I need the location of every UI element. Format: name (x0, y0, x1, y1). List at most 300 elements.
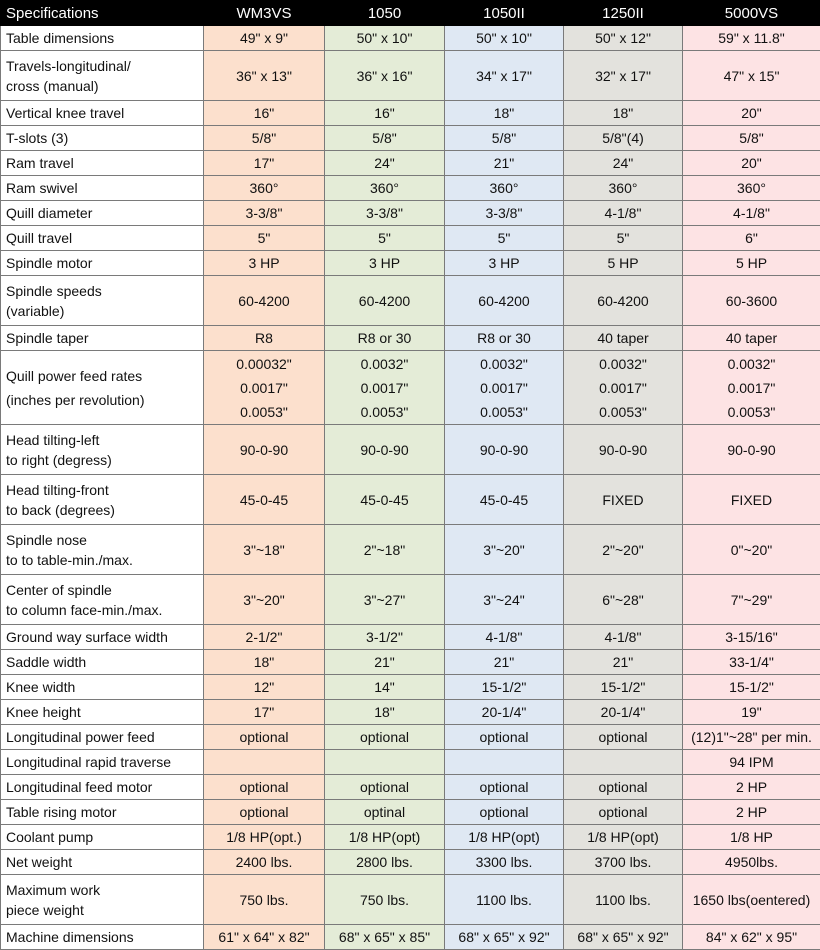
spec-value-line: 50" x 10" (447, 28, 561, 48)
spec-value-line: 5" (327, 228, 442, 248)
spec-value-line: 90-0-90 (685, 440, 818, 460)
spec-value-line: 50" x 12" (566, 28, 680, 48)
spec-value-line: 21" (447, 652, 561, 672)
spec-label (1, 251, 204, 276)
spec-label-line: Spindle nose (6, 530, 201, 550)
table-row (1, 26, 820, 51)
spec-value-line: FIXED (685, 490, 818, 510)
spec-value-line: 3"~24" (447, 590, 561, 610)
spec-value-line: 18" (206, 652, 322, 672)
table-row (1, 875, 820, 925)
table-row (1, 326, 820, 351)
spec-value-line: 5" (206, 228, 322, 248)
spec-value-1050ii (445, 26, 564, 51)
spec-value-line: 18" (566, 103, 680, 123)
spec-value-1050 (325, 700, 445, 725)
spec-value-wm3vs (204, 650, 325, 675)
spec-value-5000vs (683, 825, 820, 850)
spec-value-wm3vs (204, 750, 325, 775)
spec-label-line: T-slots (3) (6, 128, 201, 148)
spec-value-line: 3"~18" (206, 540, 322, 560)
spec-label (1, 625, 204, 650)
spec-value-1250ii (564, 276, 683, 326)
spec-value-1050ii (445, 475, 564, 525)
spec-value-1250ii (564, 775, 683, 800)
spec-label (1, 750, 204, 775)
spec-value-line: 3 HP (447, 253, 561, 273)
spec-value-line: 3-1/2" (327, 627, 442, 647)
spec-label-line: Quill power feed rates (6, 364, 201, 388)
spec-value-line: 4-1/8" (566, 203, 680, 223)
spec-value-5000vs (683, 675, 820, 700)
spec-label (1, 226, 204, 251)
spec-value-1050 (325, 201, 445, 226)
spec-value-wm3vs (204, 675, 325, 700)
table-row (1, 625, 820, 650)
spec-value-line: optional (566, 727, 680, 747)
spec-value-line: 2 HP (685, 777, 818, 797)
spec-value-line: 0.0017" (206, 376, 322, 400)
spec-label-line: Knee width (6, 677, 201, 697)
spec-value-line: 0.0053" (566, 400, 680, 424)
spec-value-line: 4-1/8" (685, 203, 818, 223)
spec-value-line: 36" x 13" (206, 66, 322, 86)
spec-value-line: 360° (206, 178, 322, 198)
spec-label (1, 351, 204, 425)
spec-label-line: to to table-min./max. (6, 550, 201, 570)
spec-value-1250ii (564, 101, 683, 126)
spec-value-line: 19" (685, 702, 818, 722)
table-body (1, 26, 820, 950)
spec-label-line: Table rising motor (6, 802, 201, 822)
spec-label (1, 725, 204, 750)
spec-value-line: 17" (206, 702, 322, 722)
spec-value-line: 0.0017" (685, 376, 818, 400)
spec-value-line: optional (206, 777, 322, 797)
spec-label-line: Saddle width (6, 652, 201, 672)
spec-value-5000vs (683, 126, 820, 151)
spec-value-wm3vs (204, 625, 325, 650)
spec-value-1050 (325, 351, 445, 425)
spec-value-line: 3300 lbs. (447, 852, 561, 872)
spec-value-line: 3-15/16" (685, 627, 818, 647)
table-row (1, 226, 820, 251)
spec-value-line: 20-1/4" (447, 702, 561, 722)
spec-value-wm3vs (204, 725, 325, 750)
table-row (1, 850, 820, 875)
spec-value-line: 90-0-90 (206, 440, 322, 460)
spec-value-line: 60-3600 (685, 291, 818, 311)
spec-value-1050 (325, 475, 445, 525)
spec-value-line: 16" (206, 103, 322, 123)
header-model-1050ii: 1050II (445, 1, 564, 26)
spec-value-line: 2800 lbs. (327, 852, 442, 872)
table-row (1, 575, 820, 625)
spec-value-5000vs (683, 425, 820, 475)
spec-value-line: 3-3/8" (206, 203, 322, 223)
spec-value-1250ii (564, 725, 683, 750)
spec-label-line: Spindle motor (6, 253, 201, 273)
spec-value-1250ii (564, 750, 683, 775)
spec-label (1, 176, 204, 201)
spec-value-5000vs (683, 201, 820, 226)
spec-label-line: Quill travel (6, 228, 201, 248)
table-row (1, 351, 820, 425)
spec-value-line: optional (447, 802, 561, 822)
spec-value-line: 3"~20" (206, 590, 322, 610)
spec-value-wm3vs (204, 875, 325, 925)
spec-value-1050ii (445, 201, 564, 226)
spec-value-line: 15-1/2" (447, 677, 561, 697)
spec-label (1, 326, 204, 351)
spec-value-line: optional (327, 777, 442, 797)
spec-label (1, 850, 204, 875)
spec-value-line: 0.0032" (327, 352, 442, 376)
spec-label (1, 475, 204, 525)
spec-value-line: 50" x 10" (327, 28, 442, 48)
spec-label (1, 101, 204, 126)
spec-value-line: 21" (566, 652, 680, 672)
spec-value-line: 0.0053" (206, 400, 322, 424)
table-row (1, 725, 820, 750)
spec-label-line: to right (degress) (6, 450, 201, 470)
spec-label (1, 925, 204, 950)
spec-value-line: 20" (685, 103, 818, 123)
spec-label-line: Maximum work (6, 880, 201, 900)
header-model-wm3vs: WM3VS (204, 1, 325, 26)
spec-value-line: 0.0017" (327, 376, 442, 400)
spec-value-1050 (325, 625, 445, 650)
spec-value-line: 360° (566, 178, 680, 198)
spec-value-line: 5/8" (447, 128, 561, 148)
spec-value-line: 34" x 17" (447, 66, 561, 86)
table-row (1, 425, 820, 475)
table-row (1, 151, 820, 176)
spec-value-line: 21" (447, 153, 561, 173)
spec-value-line: 15-1/2" (566, 677, 680, 697)
table-row (1, 176, 820, 201)
spec-value-1250ii (564, 151, 683, 176)
spec-value-line: 0.00032" (206, 352, 322, 376)
spec-value-1050ii (445, 126, 564, 151)
spec-label (1, 700, 204, 725)
spec-value-1250ii (564, 650, 683, 675)
spec-label-line: Head tilting-left (6, 430, 201, 450)
spec-value-line: 1/8 HP(opt) (327, 827, 442, 847)
spec-value-1050 (325, 675, 445, 700)
spec-value-line: 32" x 17" (566, 66, 680, 86)
spec-value-line: 3-3/8" (327, 203, 442, 223)
spec-value-1250ii (564, 201, 683, 226)
spec-value-1050ii (445, 101, 564, 126)
spec-value-line: 0.0032" (685, 352, 818, 376)
spec-value-line: 5/8"(4) (566, 128, 680, 148)
spec-label (1, 51, 204, 101)
spec-label (1, 425, 204, 475)
header-model-5000vs: 5000VS (683, 1, 820, 26)
spec-label (1, 126, 204, 151)
spec-value-1250ii (564, 126, 683, 151)
spec-value-wm3vs (204, 201, 325, 226)
table-row (1, 750, 820, 775)
spec-value-1050ii (445, 251, 564, 276)
spec-value-wm3vs (204, 800, 325, 825)
spec-value-1050 (325, 800, 445, 825)
spec-value-1050ii (445, 51, 564, 101)
spec-value-wm3vs (204, 51, 325, 101)
spec-value-1250ii (564, 825, 683, 850)
header-specifications: Specifications (1, 1, 204, 26)
spec-value-line: 750 lbs. (206, 890, 322, 910)
spec-value-line: 15-1/2" (685, 677, 818, 697)
spec-value-line: 5/8" (206, 128, 322, 148)
spec-label-line: Longitudinal feed motor (6, 777, 201, 797)
spec-value-1050ii (445, 700, 564, 725)
spec-value-line: 68" x 65" x 92" (447, 927, 561, 947)
spec-value-line: (12)1"~28" per min. (685, 727, 818, 747)
table-row (1, 675, 820, 700)
spec-value-wm3vs (204, 475, 325, 525)
spec-value-line: 0.0032" (566, 352, 680, 376)
spec-value-line: 24" (327, 153, 442, 173)
spec-value-line: 2-1/2" (206, 627, 322, 647)
spec-value-5000vs (683, 700, 820, 725)
spec-value-line: 3"~27" (327, 590, 442, 610)
spec-value-line: 17" (206, 153, 322, 173)
spec-value-5000vs (683, 875, 820, 925)
spec-value-line: 18" (447, 103, 561, 123)
table-row (1, 700, 820, 725)
spec-value-1250ii (564, 51, 683, 101)
spec-label-line: (variable) (6, 301, 201, 321)
spec-value-line: 5 HP (566, 253, 680, 273)
spec-value-1050ii (445, 625, 564, 650)
spec-value-line: 5 HP (685, 253, 818, 273)
spec-value-line: optional (566, 802, 680, 822)
spec-value-line: 3 HP (206, 253, 322, 273)
table-row (1, 251, 820, 276)
spec-value-line: 0"~20" (685, 540, 818, 560)
spec-value-1050 (325, 825, 445, 850)
spec-value-1050ii (445, 800, 564, 825)
spec-value-line: 90-0-90 (566, 440, 680, 460)
spec-value-wm3vs (204, 326, 325, 351)
spec-value-1250ii (564, 575, 683, 625)
spec-value-line: 750 lbs. (327, 890, 442, 910)
spec-value-1050 (325, 101, 445, 126)
spec-label-line: Ram travel (6, 153, 201, 173)
spec-value-line: 90-0-90 (447, 440, 561, 460)
spec-value-line: R8 or 30 (447, 328, 561, 348)
spec-label-line: Quill diameter (6, 203, 201, 223)
spec-label-line: Spindle speeds (6, 281, 201, 301)
spec-value-1050ii (445, 850, 564, 875)
spec-value-5000vs (683, 176, 820, 201)
spec-value-line: 1/8 HP(opt) (447, 827, 561, 847)
table-row (1, 475, 820, 525)
spec-value-1050ii (445, 875, 564, 925)
spec-value-1250ii (564, 26, 683, 51)
spec-value-1050 (325, 425, 445, 475)
spec-label (1, 575, 204, 625)
spec-value-wm3vs (204, 151, 325, 176)
spec-value-1250ii (564, 675, 683, 700)
spec-value-wm3vs (204, 251, 325, 276)
spec-value-line: 1100 lbs. (566, 890, 680, 910)
spec-value-1050 (325, 725, 445, 750)
spec-value-1250ii (564, 475, 683, 525)
spec-value-5000vs (683, 850, 820, 875)
spec-value-1050 (325, 226, 445, 251)
spec-value-wm3vs (204, 575, 325, 625)
spec-value-1050ii (445, 226, 564, 251)
spec-value-1050 (325, 775, 445, 800)
spec-value-1250ii (564, 351, 683, 425)
spec-value-wm3vs (204, 351, 325, 425)
table-row (1, 101, 820, 126)
spec-value-line: 60-4200 (327, 291, 442, 311)
spec-value-line: 16" (327, 103, 442, 123)
table-row (1, 525, 820, 575)
spec-value-line: 0.0017" (566, 376, 680, 400)
spec-value-1250ii (564, 925, 683, 950)
spec-value-5000vs (683, 800, 820, 825)
spec-value-line: 94 IPM (685, 752, 818, 772)
spec-value-line: 1100 lbs. (447, 890, 561, 910)
spec-value-1250ii (564, 875, 683, 925)
spec-value-line: 7"~29" (685, 590, 818, 610)
spec-value-1250ii (564, 525, 683, 575)
spec-value-1250ii (564, 251, 683, 276)
spec-label-line: to back (degrees) (6, 500, 201, 520)
spec-value-1250ii (564, 700, 683, 725)
spec-label-line: Head tilting-front (6, 480, 201, 500)
spec-value-line: 1650 lbs(oentered) (685, 890, 818, 910)
table-row (1, 825, 820, 850)
spec-value-line: 47" x 15" (685, 66, 818, 86)
spec-value-line: 45-0-45 (447, 490, 561, 510)
spec-value-line: 49" x 9" (206, 28, 322, 48)
spec-value-1050ii (445, 650, 564, 675)
table-row (1, 201, 820, 226)
spec-value-line: 5" (566, 228, 680, 248)
spec-value-1250ii (564, 226, 683, 251)
spec-value-5000vs (683, 775, 820, 800)
spec-value-wm3vs (204, 825, 325, 850)
spec-value-line: 20" (685, 153, 818, 173)
spec-value-line: optional (327, 727, 442, 747)
spec-value-line: 45-0-45 (327, 490, 442, 510)
spec-value-1050 (325, 525, 445, 575)
spec-value-line: 2"~18" (327, 540, 442, 560)
spec-value-line: 60-4200 (566, 291, 680, 311)
spec-value-line: 2"~20" (566, 540, 680, 560)
spec-value-line: 0.0053" (447, 400, 561, 424)
spec-value-1050 (325, 650, 445, 675)
spec-label (1, 825, 204, 850)
spec-label-line: Center of spindle (6, 580, 201, 600)
spec-value-1050ii (445, 675, 564, 700)
spec-value-line: 21" (327, 652, 442, 672)
spec-value-line: 1/8 HP(opt) (566, 827, 680, 847)
spec-value-5000vs (683, 226, 820, 251)
spec-value-1050ii (445, 176, 564, 201)
spec-value-1050 (325, 151, 445, 176)
spec-value-1250ii (564, 850, 683, 875)
spec-value-line: 4950lbs. (685, 852, 818, 872)
spec-value-line: 4-1/8" (566, 627, 680, 647)
spec-value-1050 (325, 326, 445, 351)
spec-value-1050ii (445, 775, 564, 800)
spec-value-1050 (325, 51, 445, 101)
spec-label-line: Table dimensions (6, 28, 201, 48)
spec-value-line: 3 HP (327, 253, 442, 273)
spec-value-5000vs (683, 276, 820, 326)
spec-label (1, 875, 204, 925)
spec-value-line: 90-0-90 (327, 440, 442, 460)
spec-value-1050ii (445, 151, 564, 176)
spec-label (1, 276, 204, 326)
spec-value-5000vs (683, 251, 820, 276)
spec-value-line: optional (566, 777, 680, 797)
spec-label-line: Spindle taper (6, 328, 201, 348)
spec-label-line: Coolant pump (6, 827, 201, 847)
spec-value-5000vs (683, 101, 820, 126)
spec-value-line: optional (206, 727, 322, 747)
spec-label-line: Ram swivel (6, 178, 201, 198)
spec-value-line: FIXED (566, 490, 680, 510)
table-row (1, 51, 820, 101)
spec-value-5000vs (683, 525, 820, 575)
spec-value-1050 (325, 176, 445, 201)
spec-value-line: 6" (685, 228, 818, 248)
spec-value-1050 (325, 925, 445, 950)
spec-value-line: 3700 lbs. (566, 852, 680, 872)
spec-value-1050ii (445, 825, 564, 850)
spec-value-line: 14" (327, 677, 442, 697)
spec-value-wm3vs (204, 226, 325, 251)
spec-value-5000vs (683, 26, 820, 51)
spec-value-line: 24" (566, 153, 680, 173)
spec-label-line: Knee height (6, 702, 201, 722)
spec-label-line: Longitudinal rapid traverse (6, 752, 201, 772)
spec-value-line: 40 taper (685, 328, 818, 348)
spec-value-1050ii (445, 725, 564, 750)
spec-value-line: R8 (206, 328, 322, 348)
spec-value-1050 (325, 251, 445, 276)
spec-value-1250ii (564, 176, 683, 201)
spec-label-line: Vertical knee travel (6, 103, 201, 123)
spec-value-wm3vs (204, 925, 325, 950)
spec-value-line: 360° (685, 178, 818, 198)
spec-value-line: 5/8" (327, 128, 442, 148)
spec-value-wm3vs (204, 425, 325, 475)
spec-label (1, 775, 204, 800)
spec-value-line: optinal (327, 802, 442, 822)
spec-value-line: 20-1/4" (566, 702, 680, 722)
spec-value-line: 4-1/8" (447, 627, 561, 647)
spec-value-line: 68" x 65" x 92" (566, 927, 680, 947)
header-row (1, 1, 820, 26)
spec-value-1050ii (445, 351, 564, 425)
spec-value-1250ii (564, 625, 683, 650)
spec-label-line: cross (manual) (6, 76, 201, 96)
spec-value-wm3vs (204, 850, 325, 875)
spec-label-line: Ground way surface width (6, 627, 201, 647)
spec-value-1250ii (564, 425, 683, 475)
spec-value-1050 (325, 850, 445, 875)
spec-label-line: Longitudinal power feed (6, 727, 201, 747)
